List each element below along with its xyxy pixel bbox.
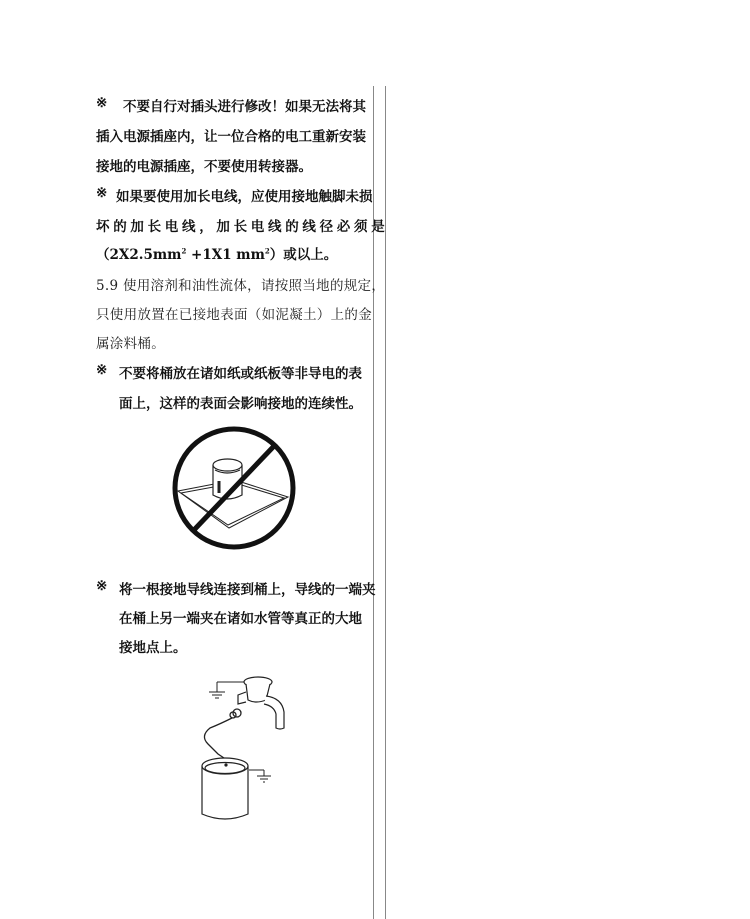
- prohibition-illustration: [163, 423, 305, 553]
- note-line: [96, 243, 337, 263]
- section-line: 5.9 使用溶剂和油性流体，请按照当地的规定，: [96, 278, 386, 294]
- reference-mark: ※: [96, 578, 108, 594]
- column-divider-left: [373, 86, 374, 919]
- column-divider-right: [385, 86, 386, 919]
- grounding-illustration: [190, 670, 300, 825]
- note-line: 接地点上。: [119, 640, 187, 656]
- wire-spec-part: ）或以上。: [269, 247, 338, 263]
- note-line: 面上，这样的表面会影响接地的连续性。: [119, 396, 362, 412]
- section-line: 只使用放置在已接地表面（如泥凝土）上的金: [96, 307, 372, 323]
- superscript: 2: [181, 246, 187, 256]
- note-line: 接地的电源插座，不要使用转接器。: [96, 159, 312, 175]
- section-line: 属涂料桶。: [96, 336, 165, 352]
- note-line: 不要将桶放在诸如纸或纸板等非导电的表: [119, 366, 362, 382]
- note-line: 插入电源插座内，让一位合格的电工重新安装: [96, 129, 366, 145]
- reference-mark: ※: [96, 95, 108, 111]
- note-line: 将一根接地导线连接到桶上，导线的一端夹: [119, 582, 376, 598]
- note-line: 坏 的 加 长 电 线 ， 加 长 电 线 的 线 径 必 须 是: [96, 219, 385, 235]
- note-line: 在桶上另一端夹在诸如水管等真正的大地: [119, 611, 362, 627]
- superscript: 2: [264, 246, 270, 256]
- metal-bucket: [202, 758, 248, 819]
- note-line: 不要自行对插头进行修改！如果无法将其: [123, 99, 366, 115]
- wire-spec-part: +1X1 mm: [186, 247, 265, 263]
- note-line: 如果要使用加长电线，应使用接地触脚未损: [116, 189, 373, 205]
- ground-symbol-bucket: [249, 770, 271, 782]
- reference-mark: ※: [96, 362, 108, 378]
- ground-wire: [204, 709, 241, 758]
- reference-mark: ※: [96, 185, 108, 201]
- wire-spec-part: （2X2.5mm: [96, 247, 182, 263]
- water-faucet: [238, 677, 284, 729]
